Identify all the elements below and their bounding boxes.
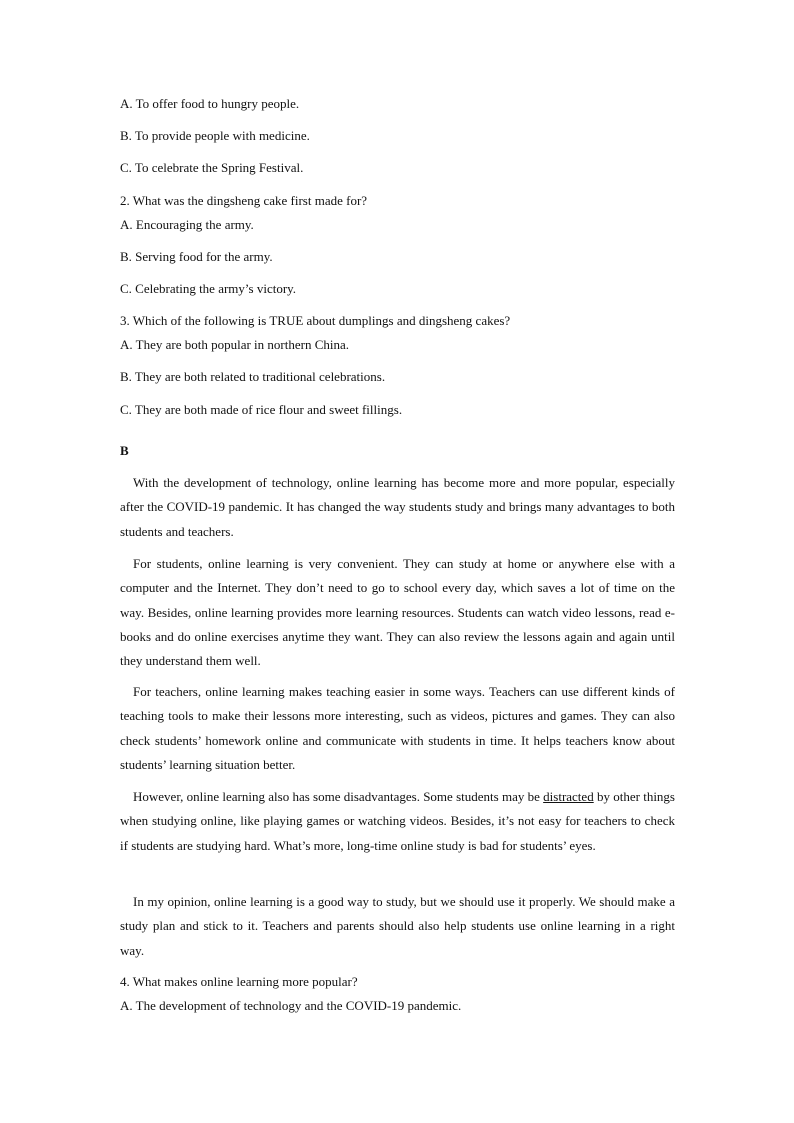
passage-paragraph-3: For teachers, online learning makes teaching easier in some ways. Teachers can use different kinds of teaching tools to make their lessons more interesting, such as videos, pictures and games. They can also check students’ homework online and communicate with students in time. It helps teachers know about students’ learning situation better. — [120, 684, 675, 772]
passage-paragraph-2: For students, online learning is very convenient. They can study at home or anywhere else with a computer and the Internet. They don’t need to go to school every day, which saves a lot of time on the way. Besides, online learning provides more learning resources. Students can watch video lessons, read e-books and do online exercises anytime they want. They can also review the lessons again and again until they understand them well. — [120, 556, 675, 669]
q1-option-b: B. To provide people with medicine. — [120, 128, 310, 143]
paragraph-4-text-before: However, online learning also has some disadvantages. Some students may be — [133, 789, 544, 804]
section-b-heading: B — [120, 443, 129, 458]
q1-option-a: A. To offer food to hungry people. — [120, 96, 300, 111]
underlined-word-distracted: distracted — [543, 789, 594, 804]
q2-option-b: B. Serving food for the army. — [120, 249, 273, 264]
q4-option-a: A. The development of technology and the COVID-19 pandemic. — [120, 998, 462, 1013]
q2-option-a: A. Encouraging the army. — [120, 217, 254, 232]
q2-option-c: C. Celebrating the army’s victory. — [120, 281, 297, 296]
q1-option-c: C. To celebrate the Spring Festival. — [120, 160, 304, 175]
q3-option-b: B. They are both related to traditional celebrations. — [120, 369, 386, 384]
paragraph-4-text-after: by other things when studying online, like playing games or watching videos. Besides, it’s not easy for teachers to check if students are studying hard. What’s more, long-time online study is bad for students’ eyes. — [120, 789, 675, 853]
passage-paragraph-4 — [120, 785, 675, 858]
q4-question: 4. What makes online learning more popular? — [120, 974, 358, 989]
passage-paragraph-5: In my opinion, online learning is a good way to study, but we should use it properly. We should make a study plan and stick to it. Teachers and parents should also help students use online learning in a right way. — [120, 894, 675, 958]
q3-question: 3. Which of the following is TRUE about dumplings and dingsheng cakes? — [120, 313, 511, 328]
q2-question: 2. What was the dingsheng cake first made for? — [120, 193, 368, 208]
q3-option-a: A. They are both popular in northern China. — [120, 337, 350, 352]
passage-paragraph-1: With the development of technology, online learning has become more and more popular, especially after the COVID-19 pandemic. It has changed the way students study and brings many advantages to both students and teachers. — [120, 475, 675, 539]
q3-option-c: C. They are both made of rice flour and sweet fillings. — [120, 402, 403, 417]
